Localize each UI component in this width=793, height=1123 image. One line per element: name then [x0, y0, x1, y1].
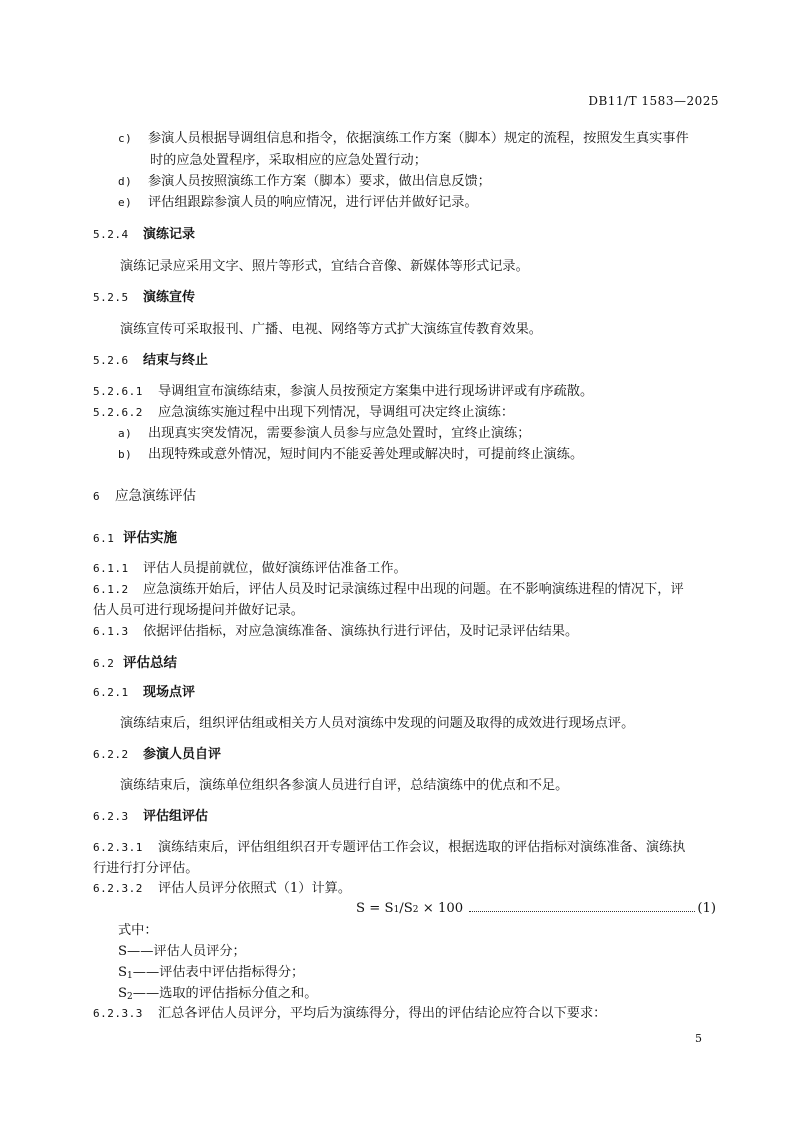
section-6-2-heading [93, 654, 177, 673]
clause-text: 评估人员提前就位，做好演练评估准备工作。 [143, 561, 407, 576]
section-number: 6.2.2 [93, 748, 129, 761]
clause-number: 6.2.3.3 [93, 1007, 143, 1020]
list-label: a) [118, 427, 133, 440]
clause-text: 导调组宣布演练结束，参演人员按预定方案集中进行现场讲评或有序疏散。 [158, 384, 594, 399]
section-5-2-5-heading [93, 289, 195, 307]
score-formula [356, 900, 716, 919]
list-label: e) [118, 196, 133, 209]
list-item-a [118, 425, 530, 443]
section-number: 5.2.5 [93, 291, 129, 304]
section-number: 6.2.3 [93, 810, 129, 823]
formula-leader-dots [469, 910, 695, 912]
clause-6-1-3 [93, 623, 578, 641]
chapter-number: 6 [93, 490, 101, 503]
chapter-title: 应急演练评估 [115, 488, 196, 504]
definition-subscript: 2 [127, 992, 133, 1002]
section-6-2-3-heading [93, 808, 208, 826]
page-number: 5 [695, 1032, 702, 1045]
list-label: b) [118, 448, 133, 461]
list-text: 参演人员根据导调组信息和指令，依据演练工作方案（脚本）规定的流程，按照发生真实事件 [148, 131, 689, 146]
section-number: 5.2.6 [93, 354, 129, 367]
clause-number: 6.1.1 [93, 562, 129, 575]
definition-s1 [118, 964, 304, 985]
clause-6-1-1 [93, 560, 407, 578]
list-item-c [118, 130, 689, 148]
clause-5-2-6-2 [93, 404, 514, 422]
list-item-d [118, 173, 491, 191]
formula-s2-subscript: 2 [412, 905, 419, 915]
list-item-c-continued: 时的应急处置程序，采取相应的应急处置行动； [150, 153, 427, 168]
clause-6-1-2-continued: 估人员可进行现场提问并做好记录。 [93, 603, 304, 618]
clause-text: 演练结束后，评估组组织召开专题评估工作会议，根据选取的评估指标对演练准备、演练执 [158, 840, 686, 855]
list-text: 出现特殊或意外情况，短时间内不能妥善处理或解决时，可提前终止演练。 [148, 447, 584, 462]
section-6-2-1-heading [93, 684, 195, 702]
clause-text: 应急演练实施过程中出现下列情况，导调组可决定终止演练： [158, 405, 515, 420]
clause-text: 应急演练开始后，评估人员及时记录演练过程中出现的问题。在不影响演练进程的情况下，评 [143, 582, 684, 597]
clause-6-1-2 [93, 581, 684, 599]
list-label: d) [118, 175, 133, 188]
clause-6-2-3-3 [93, 1005, 606, 1023]
formula-times: × [422, 901, 434, 916]
section-5-2-6-heading [93, 352, 208, 370]
list-item-e [118, 194, 478, 212]
section-6-2-2-heading [93, 746, 221, 764]
section-title: 评估组评估 [143, 809, 209, 824]
where-label: 式中： [118, 923, 158, 938]
clause-6-2-3-2 [93, 880, 351, 898]
list-text: 出现真实突发情况，需要参演人员参与应急处置时，宜终止演练； [148, 426, 531, 441]
definition-s2 [118, 985, 317, 1006]
list-text: 评估组跟踪参演人员的响应情况，进行评估并做好记录。 [148, 195, 478, 210]
section-title: 现场点评 [143, 685, 196, 700]
list-label: c) [118, 132, 133, 145]
chapter-6-heading [93, 487, 196, 506]
section-6-2-2-paragraph: 演练结束后，演练单位组织各参演人员进行自评，总结演练中的优点和不足。 [120, 778, 569, 793]
clause-number: 6.2.3.1 [93, 841, 143, 854]
section-title: 演练宣传 [143, 290, 196, 305]
definition-s [118, 943, 246, 961]
section-number: 6.2 [93, 657, 115, 670]
section-title: 评估实施 [123, 530, 177, 546]
section-number: 6.1 [93, 532, 115, 545]
list-item-b [118, 446, 583, 464]
section-5-2-4-heading [93, 226, 195, 244]
clause-number: 5.2.6.1 [93, 385, 143, 398]
section-6-2-1-paragraph: 演练结束后，组织评估组或相关方人员对演练中发现的问题及取得的成效进行现场点评。 [120, 716, 635, 731]
clause-6-2-3-1-continued: 行进行打分评估。 [93, 861, 199, 876]
section-5-2-5-paragraph: 演练宣传可采取报刊、广播、电视、网络等方式扩大演练宣传教育效果。 [120, 322, 542, 337]
definition-text: ——选取的评估指标分值之和。 [132, 986, 318, 1001]
section-number: 6.2.1 [93, 686, 129, 699]
formula-number: (1) [697, 901, 716, 916]
section-number: 5.2.4 [93, 228, 129, 241]
definition-subscript: 1 [127, 971, 133, 981]
clause-5-2-6-1 [93, 383, 593, 401]
definition-text: ——评估人员评分； [127, 944, 246, 959]
section-title: 参演人员自评 [143, 747, 222, 762]
section-6-1-heading [93, 529, 177, 548]
formula-s1: S [384, 901, 394, 916]
clause-text: 汇总各评估人员评分，平均后为演练得分，得出的评估结论应符合以下要求： [158, 1006, 607, 1021]
definition-text: ——评估表中评估指标得分； [132, 965, 305, 980]
clause-number: 6.2.3.2 [93, 882, 143, 895]
definition-symbol: S [118, 944, 128, 959]
section-title: 结束与终止 [143, 353, 209, 368]
clause-text: 依据评估指标，对应急演练准备、演练执行进行评估，及时记录评估结果。 [143, 624, 579, 639]
clause-number: 5.2.6.2 [93, 406, 143, 419]
formula-lhs: S [356, 901, 366, 916]
clause-number: 6.1.2 [93, 583, 129, 596]
clause-text: 评估人员评分依照式（1）计算。 [158, 881, 352, 896]
formula-equals: = [369, 901, 381, 916]
definition-symbol: S [118, 965, 128, 980]
section-title: 演练记录 [143, 227, 196, 242]
formula-s2: S [403, 901, 413, 916]
formula-constant: 100 [438, 901, 464, 916]
formula-slash: / [399, 901, 404, 916]
section-5-2-4-paragraph: 演练记录应采用文字、照片等形式，宜结合音像、新媒体等形式记录。 [120, 259, 529, 274]
formula-s1-subscript: 1 [393, 905, 400, 915]
list-text: 参演人员按照演练工作方案（脚本）要求，做出信息反馈； [148, 174, 491, 189]
section-title: 评估总结 [123, 655, 177, 671]
clause-6-2-3-1 [93, 839, 686, 857]
definition-symbol: S [118, 986, 128, 1001]
document-header: DB11/T 1583—2025 [588, 94, 719, 108]
clause-number: 6.1.3 [93, 625, 129, 638]
